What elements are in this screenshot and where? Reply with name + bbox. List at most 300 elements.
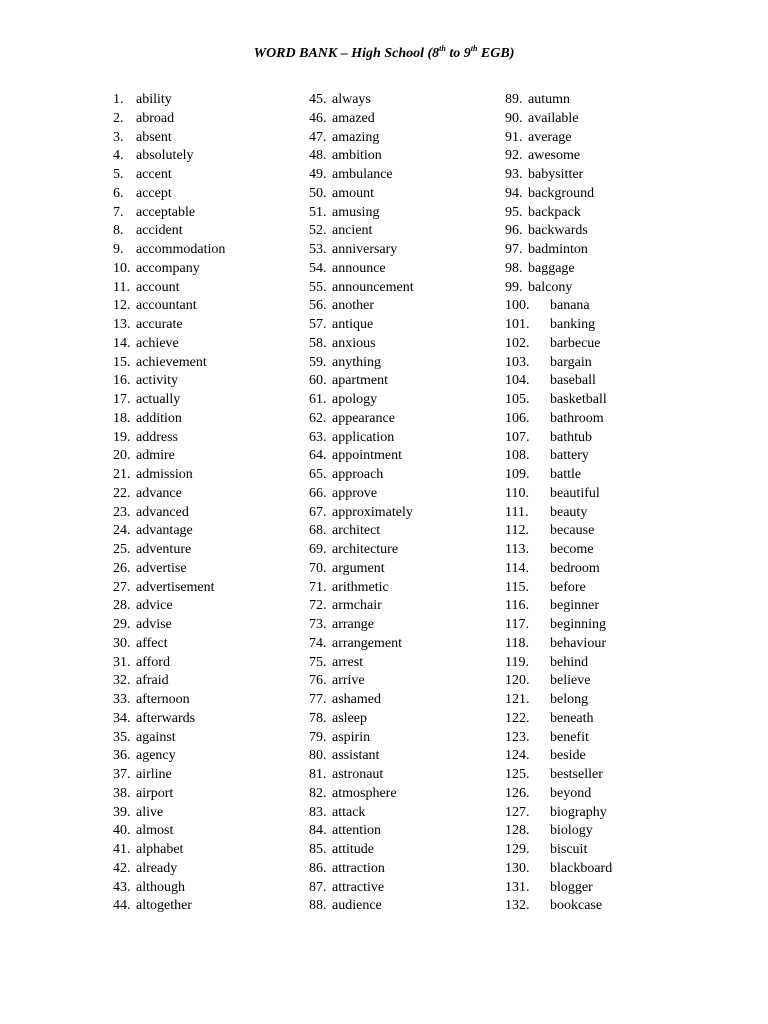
word-list-item xyxy=(309,522,499,541)
item-word: backpack xyxy=(528,204,581,220)
item-word: available xyxy=(528,110,579,126)
word-list-item xyxy=(505,335,695,354)
word-list-item xyxy=(309,635,499,654)
item-word: afterwards xyxy=(136,710,196,726)
item-word: affect xyxy=(136,635,168,651)
item-number: 12. xyxy=(113,298,131,314)
item-number: 2. xyxy=(113,110,124,126)
item-word: airline xyxy=(136,767,172,782)
word-list-item xyxy=(113,260,303,279)
item-word: beside xyxy=(550,748,586,764)
item-word: arithmetic xyxy=(332,579,389,595)
item-number: 28. xyxy=(113,598,131,614)
word-list-item xyxy=(309,410,499,429)
word-list-item xyxy=(113,185,303,204)
word-list-item xyxy=(309,485,499,504)
item-word: asleep xyxy=(332,710,367,726)
item-word: admission xyxy=(136,467,193,482)
title-superscript-th: th xyxy=(470,44,478,53)
item-word: appointment xyxy=(332,448,402,464)
item-word: ancient xyxy=(332,223,373,239)
item-word: agency xyxy=(136,748,176,764)
word-list-item xyxy=(113,729,303,748)
item-number: 37. xyxy=(113,767,131,782)
item-number: 115. xyxy=(505,579,529,595)
item-number: 25. xyxy=(113,542,131,557)
word-list-item xyxy=(505,597,695,616)
item-word: ambition xyxy=(332,148,382,164)
item-word: almost xyxy=(136,823,174,839)
word-list-item xyxy=(505,785,695,804)
item-number: 56. xyxy=(309,298,327,314)
item-number: 107. xyxy=(505,429,530,445)
item-word: awesome xyxy=(528,148,581,164)
item-number: 30. xyxy=(113,635,131,651)
item-number: 64. xyxy=(309,448,327,464)
word-list-item xyxy=(113,710,303,729)
item-word: architecture xyxy=(332,542,399,557)
item-number: 11. xyxy=(113,279,130,295)
item-word: baggage xyxy=(528,260,575,276)
word-list-item xyxy=(505,129,695,148)
item-word: banking xyxy=(550,317,596,332)
word-list-item xyxy=(309,241,499,260)
item-word: armchair xyxy=(332,598,382,614)
item-number: 36. xyxy=(113,748,131,764)
item-word: adventure xyxy=(136,542,192,557)
item-word: battery xyxy=(550,448,589,464)
item-number: 131. xyxy=(505,879,530,895)
item-word: beauty xyxy=(550,504,588,520)
word-list-item xyxy=(309,429,499,448)
item-word: attraction xyxy=(332,860,385,876)
item-number: 98. xyxy=(505,260,523,276)
word-list-item xyxy=(505,447,695,466)
word-list-item xyxy=(113,354,303,373)
item-word: beginner xyxy=(550,598,599,614)
item-word: alphabet xyxy=(136,842,184,857)
item-number: 8. xyxy=(113,223,124,239)
item-number: 16. xyxy=(113,373,131,389)
item-number: 1. xyxy=(113,92,124,107)
item-number: 43. xyxy=(113,879,131,895)
item-word: bedroom xyxy=(550,560,600,576)
item-number: 105. xyxy=(505,392,530,407)
word-list-item xyxy=(309,541,499,560)
item-word: advantage xyxy=(136,523,193,539)
word-list-item xyxy=(309,785,499,804)
item-word: amount xyxy=(332,185,374,201)
item-word: addition xyxy=(136,410,182,426)
title-middle: to 9 xyxy=(445,46,471,61)
item-word: accurate xyxy=(136,317,183,332)
word-list-item xyxy=(113,804,303,823)
item-number: 54. xyxy=(309,260,327,276)
item-word: always xyxy=(332,92,371,107)
item-word: advise xyxy=(136,617,172,632)
word-list-item xyxy=(113,841,303,860)
item-word: because xyxy=(550,523,595,539)
item-number: 5. xyxy=(113,167,124,182)
item-word: afraid xyxy=(136,673,169,689)
item-number: 86. xyxy=(309,860,327,876)
word-list-item xyxy=(505,672,695,691)
item-word: attitude xyxy=(332,842,374,857)
item-number: 41. xyxy=(113,842,131,857)
word-list-item xyxy=(309,204,499,223)
item-number: 99. xyxy=(505,279,523,295)
item-word: accident xyxy=(136,223,183,239)
item-word: arrive xyxy=(332,673,365,689)
item-number: 125. xyxy=(505,767,530,782)
word-list-item xyxy=(505,147,695,166)
item-word: before xyxy=(550,579,586,595)
word-list-item xyxy=(309,766,499,785)
item-word: afford xyxy=(136,654,170,670)
item-number: 90. xyxy=(505,110,523,126)
page-title xyxy=(0,45,768,63)
item-word: bargain xyxy=(550,354,592,370)
item-word: autumn xyxy=(528,92,570,107)
item-word: approximately xyxy=(332,504,413,520)
word-list-item xyxy=(113,391,303,410)
item-word: attack xyxy=(332,804,366,820)
item-word: amazing xyxy=(332,129,380,145)
word-list-item xyxy=(505,541,695,560)
word-list-item xyxy=(505,91,695,110)
item-word: assistant xyxy=(332,748,380,764)
word-list-item xyxy=(309,222,499,241)
item-number: 121. xyxy=(505,692,530,707)
word-list-item xyxy=(505,485,695,504)
item-word: bookcase xyxy=(550,898,603,914)
item-word: architect xyxy=(332,523,381,539)
item-word: belong xyxy=(550,692,589,707)
word-list-item xyxy=(505,879,695,898)
word-list-item xyxy=(113,485,303,504)
item-word: airport xyxy=(136,785,174,801)
item-number: 102. xyxy=(505,335,530,351)
item-number: 31. xyxy=(113,654,131,670)
word-list-item xyxy=(309,879,499,898)
item-word: biscuit xyxy=(550,842,588,857)
item-number: 68. xyxy=(309,523,327,539)
item-number: 88. xyxy=(309,898,327,914)
item-number: 93. xyxy=(505,167,523,182)
word-list-item xyxy=(309,579,499,598)
word-list-item xyxy=(505,466,695,485)
word-list-item xyxy=(113,241,303,260)
item-number: 122. xyxy=(505,710,530,726)
word-list-item xyxy=(505,729,695,748)
item-number: 17. xyxy=(113,392,131,407)
item-number: 78. xyxy=(309,710,327,726)
word-list-item xyxy=(505,110,695,129)
item-word: alive xyxy=(136,804,164,820)
item-word: accompany xyxy=(136,260,200,276)
item-word: account xyxy=(136,279,180,295)
word-list-item xyxy=(505,710,695,729)
item-word: already xyxy=(136,860,178,876)
word-list-item xyxy=(309,729,499,748)
item-word: advice xyxy=(136,598,173,614)
word-list-item xyxy=(309,185,499,204)
item-word: achieve xyxy=(136,335,179,351)
word-list-item xyxy=(113,91,303,110)
item-word: although xyxy=(136,879,185,895)
item-number: 82. xyxy=(309,785,327,801)
word-list-item xyxy=(113,785,303,804)
item-number: 39. xyxy=(113,804,131,820)
item-word: accent xyxy=(136,167,172,182)
item-word: babysitter xyxy=(528,167,584,182)
item-number: 66. xyxy=(309,485,327,501)
item-number: 14. xyxy=(113,335,131,351)
word-list-item xyxy=(505,260,695,279)
item-word: average xyxy=(528,129,572,145)
item-number: 114. xyxy=(505,560,529,576)
item-word: beneath xyxy=(550,710,594,726)
word-list-item xyxy=(309,616,499,635)
item-word: anything xyxy=(332,354,381,370)
item-word: activity xyxy=(136,373,178,389)
word-list-item xyxy=(113,335,303,354)
item-number: 101. xyxy=(505,317,530,332)
item-word: behind xyxy=(550,654,589,670)
item-number: 20. xyxy=(113,448,131,464)
item-number: 116. xyxy=(505,598,529,614)
word-list-item xyxy=(309,560,499,579)
word-list-item xyxy=(113,522,303,541)
item-number: 71. xyxy=(309,579,327,595)
word-list-item xyxy=(309,747,499,766)
word-list-item xyxy=(309,691,499,710)
item-number: 7. xyxy=(113,204,124,220)
item-number: 40. xyxy=(113,823,131,839)
item-word: accountant xyxy=(136,298,197,314)
item-word: admire xyxy=(136,448,175,464)
item-number: 13. xyxy=(113,317,131,332)
item-number: 22. xyxy=(113,485,131,501)
item-word: blackboard xyxy=(550,860,613,876)
word-list-item xyxy=(309,466,499,485)
word-list-item xyxy=(113,616,303,635)
item-number: 100. xyxy=(505,298,530,314)
item-word: address xyxy=(136,429,178,445)
item-word: acceptable xyxy=(136,204,196,220)
item-number: 26. xyxy=(113,560,131,576)
item-number: 60. xyxy=(309,373,327,389)
item-number: 104. xyxy=(505,373,530,389)
item-word: arrangement xyxy=(332,635,402,651)
item-number: 108. xyxy=(505,448,530,464)
item-number: 81. xyxy=(309,767,327,782)
item-word: beyond xyxy=(550,785,592,801)
item-number: 50. xyxy=(309,185,327,201)
word-column-1 xyxy=(113,91,303,916)
item-word: beautiful xyxy=(550,485,600,501)
word-list-item xyxy=(309,447,499,466)
item-word: advanced xyxy=(136,504,189,520)
item-word: amusing xyxy=(332,204,380,220)
word-list-item xyxy=(113,410,303,429)
item-word: behaviour xyxy=(550,635,606,651)
item-word: antique xyxy=(332,317,374,332)
item-number: 53. xyxy=(309,242,327,257)
item-word: astronaut xyxy=(332,767,384,782)
word-list-item xyxy=(113,579,303,598)
item-number: 97. xyxy=(505,242,523,257)
word-list-item xyxy=(505,560,695,579)
item-word: advance xyxy=(136,485,182,501)
item-word: battle xyxy=(550,467,582,482)
word-list-item xyxy=(309,279,499,298)
word-list-item xyxy=(113,597,303,616)
item-number: 117. xyxy=(505,617,529,632)
word-list-item xyxy=(309,710,499,729)
word-list-item xyxy=(309,597,499,616)
word-list-item xyxy=(505,185,695,204)
item-word: arrest xyxy=(332,654,364,670)
item-number: 128. xyxy=(505,823,530,839)
word-list-item xyxy=(505,616,695,635)
word-list-item xyxy=(505,804,695,823)
title-superscript-th: th xyxy=(439,44,446,53)
item-number: 111. xyxy=(505,504,529,520)
item-number: 74. xyxy=(309,635,327,651)
item-word: audience xyxy=(332,898,382,914)
item-number: 19. xyxy=(113,429,131,445)
word-list-item xyxy=(113,297,303,316)
item-word: announcement xyxy=(332,279,414,295)
item-word: atmosphere xyxy=(332,785,397,801)
word-list-item xyxy=(505,279,695,298)
item-number: 106. xyxy=(505,410,530,426)
item-number: 113. xyxy=(505,542,529,557)
item-word: actually xyxy=(136,392,181,407)
word-list-item xyxy=(113,541,303,560)
word-list-item xyxy=(505,504,695,523)
item-number: 77. xyxy=(309,692,327,707)
word-list-item xyxy=(309,672,499,691)
item-number: 32. xyxy=(113,673,131,689)
item-word: bathroom xyxy=(550,410,604,426)
item-word: absolutely xyxy=(136,148,194,164)
item-number: 18. xyxy=(113,410,131,426)
item-number: 52. xyxy=(309,223,327,239)
word-list-item xyxy=(113,879,303,898)
item-number: 84. xyxy=(309,823,327,839)
item-number: 94. xyxy=(505,185,523,201)
item-word: approve xyxy=(332,485,378,501)
item-number: 118. xyxy=(505,635,529,651)
word-list-item xyxy=(113,372,303,391)
item-word: accommodation xyxy=(136,242,226,257)
item-number: 69. xyxy=(309,542,327,557)
word-list-item xyxy=(309,316,499,335)
item-word: afternoon xyxy=(136,692,190,707)
item-number: 47. xyxy=(309,129,327,145)
item-word: balcony xyxy=(528,279,573,295)
item-word: banana xyxy=(550,298,590,314)
word-list-item xyxy=(505,166,695,185)
item-number: 75. xyxy=(309,654,327,670)
item-number: 76. xyxy=(309,673,327,689)
item-number: 73. xyxy=(309,617,327,632)
item-number: 46. xyxy=(309,110,327,126)
item-word: background xyxy=(528,185,595,201)
word-list-item xyxy=(113,860,303,879)
word-list-item xyxy=(113,222,303,241)
item-number: 110. xyxy=(505,485,529,501)
word-list-item xyxy=(309,391,499,410)
word-list-item xyxy=(113,429,303,448)
item-number: 45. xyxy=(309,92,327,107)
word-list-item xyxy=(113,747,303,766)
item-number: 34. xyxy=(113,710,131,726)
word-list-item xyxy=(309,841,499,860)
word-list-item xyxy=(113,504,303,523)
item-word: biology xyxy=(550,823,593,839)
item-word: apology xyxy=(332,392,378,407)
word-list-item xyxy=(309,504,499,523)
word-list-item xyxy=(309,297,499,316)
word-list-item xyxy=(505,897,695,916)
item-word: bestseller xyxy=(550,767,603,782)
item-word: attractive xyxy=(332,879,385,895)
item-number: 103. xyxy=(505,354,530,370)
item-number: 96. xyxy=(505,223,523,239)
word-list-item xyxy=(309,110,499,129)
word-list-item xyxy=(505,429,695,448)
word-list-item xyxy=(113,166,303,185)
item-number: 59. xyxy=(309,354,327,370)
word-list-item xyxy=(505,372,695,391)
item-word: badminton xyxy=(528,242,588,257)
word-list-item xyxy=(113,204,303,223)
item-word: aspirin xyxy=(332,729,371,745)
item-word: appearance xyxy=(332,410,395,426)
word-list-item xyxy=(309,129,499,148)
item-number: 49. xyxy=(309,167,327,182)
item-number: 80. xyxy=(309,748,327,764)
word-list-item xyxy=(113,279,303,298)
word-column-3 xyxy=(505,91,695,916)
item-number: 55. xyxy=(309,279,327,295)
word-list-item xyxy=(113,316,303,335)
word-list-item xyxy=(505,654,695,673)
item-number: 35. xyxy=(113,729,131,745)
word-list-item xyxy=(505,354,695,373)
item-number: 48. xyxy=(309,148,327,164)
item-word: approach xyxy=(332,467,384,482)
word-list-item xyxy=(309,372,499,391)
item-word: apartment xyxy=(332,373,388,389)
item-number: 33. xyxy=(113,692,131,707)
item-word: advertisement xyxy=(136,579,215,595)
word-list-item xyxy=(309,804,499,823)
item-word: beginning xyxy=(550,617,606,632)
item-number: 91. xyxy=(505,129,523,145)
item-number: 65. xyxy=(309,467,327,482)
item-number: 61. xyxy=(309,392,327,407)
item-number: 87. xyxy=(309,879,327,895)
word-list-item xyxy=(505,747,695,766)
item-word: absent xyxy=(136,129,172,145)
word-list-item xyxy=(113,560,303,579)
item-number: 21. xyxy=(113,467,131,482)
item-word: against xyxy=(136,729,176,745)
